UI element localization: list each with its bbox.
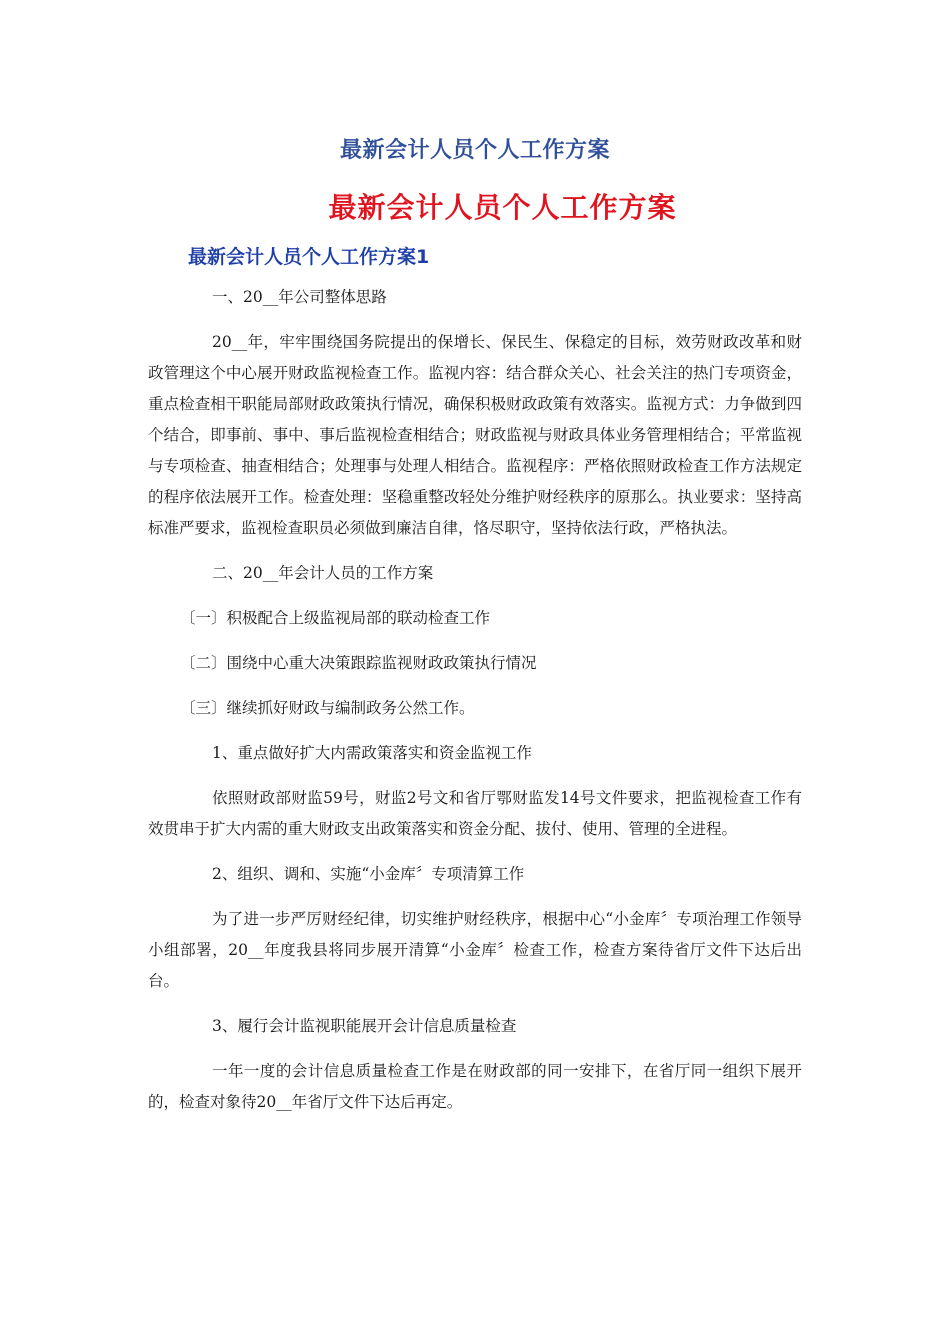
- subheading-3: 3、履行会计监视职能展开会计信息质量检查: [212, 1017, 517, 1035]
- section-title: 最新会计人员个人工作方案1: [188, 246, 430, 268]
- main-title: 最新会计人员个人工作方案: [328, 191, 677, 224]
- heading-1: 一、20__年公司整体思路: [212, 288, 387, 306]
- heading-2: 二、20__年会计人员的工作方案: [212, 564, 434, 582]
- list-item-3: 〔三〕继续抓好财政与编制政务公然工作。: [180, 699, 475, 717]
- paragraph-1: 20__年，牢牢围绕国务院提出的保增长、保民生、保稳定的目标，效劳财政改革和财政管理这个中心展开财政监视检查工作。监视内容：结合群众关心、社会关注的热门专项资金，重点检查相干职能局部财政政策执行情况，确保积极财政政策有效落实。监视方式：力争做到四个结合，即事前、事中、事后监视检查相结合；财政监视与财政具体业务管理相结合；平常监视与专项检查、抽查相结合；处理事与处理人相结合。监视程序：严格依照财政检查工作方法规定的程序依法展开工作。检查处理：坚稳重整改轻处分维护财经秩序的原那么。执业要求：坚持高标准严要求，监视检查职员必须做到廉洁自律，恪尽职守，坚持依法行政，严格执法。: [148, 333, 802, 537]
- paragraph-2: 依照财政部财监59号，财监2号文和省厅鄂财监发14号文件要求，把监视检查工作有效贯串于扩大内需的重大财政支出政策落实和资金分配、拔付、使用、管理的全进程。: [148, 789, 802, 838]
- paragraph-4: 一年一度的会计信息质量检查工作是在财政部的同一安排下，在省厅同一组织下展开的，检查对象待20__年省厅文件下达后再定。: [148, 1062, 802, 1111]
- list-item-1: 〔一〕积极配合上级监视局部的联动检查工作: [180, 609, 491, 627]
- running-title: 最新会计人员个人工作方案: [339, 138, 610, 163]
- document-body: [148, 282, 802, 1118]
- list-item-2: 〔二〕围绕中心重大决策跟踪监视财政政策执行情况: [180, 654, 537, 672]
- paragraph-3: 为了进一步严厉财经纪律，切实维护财经秩序，根据中心“小金库〞专项治理工作领导小组部署，20__年度我县将同步展开清算“小金库〞检查工作，检查方案待省厅文件下达后出台。: [148, 910, 802, 990]
- subheading-2: 2、组织、调和、实施“小金库〞专项清算工作: [212, 865, 525, 883]
- subheading-1: 1、重点做好扩大内需政策落实和资金监视工作: [212, 744, 532, 762]
